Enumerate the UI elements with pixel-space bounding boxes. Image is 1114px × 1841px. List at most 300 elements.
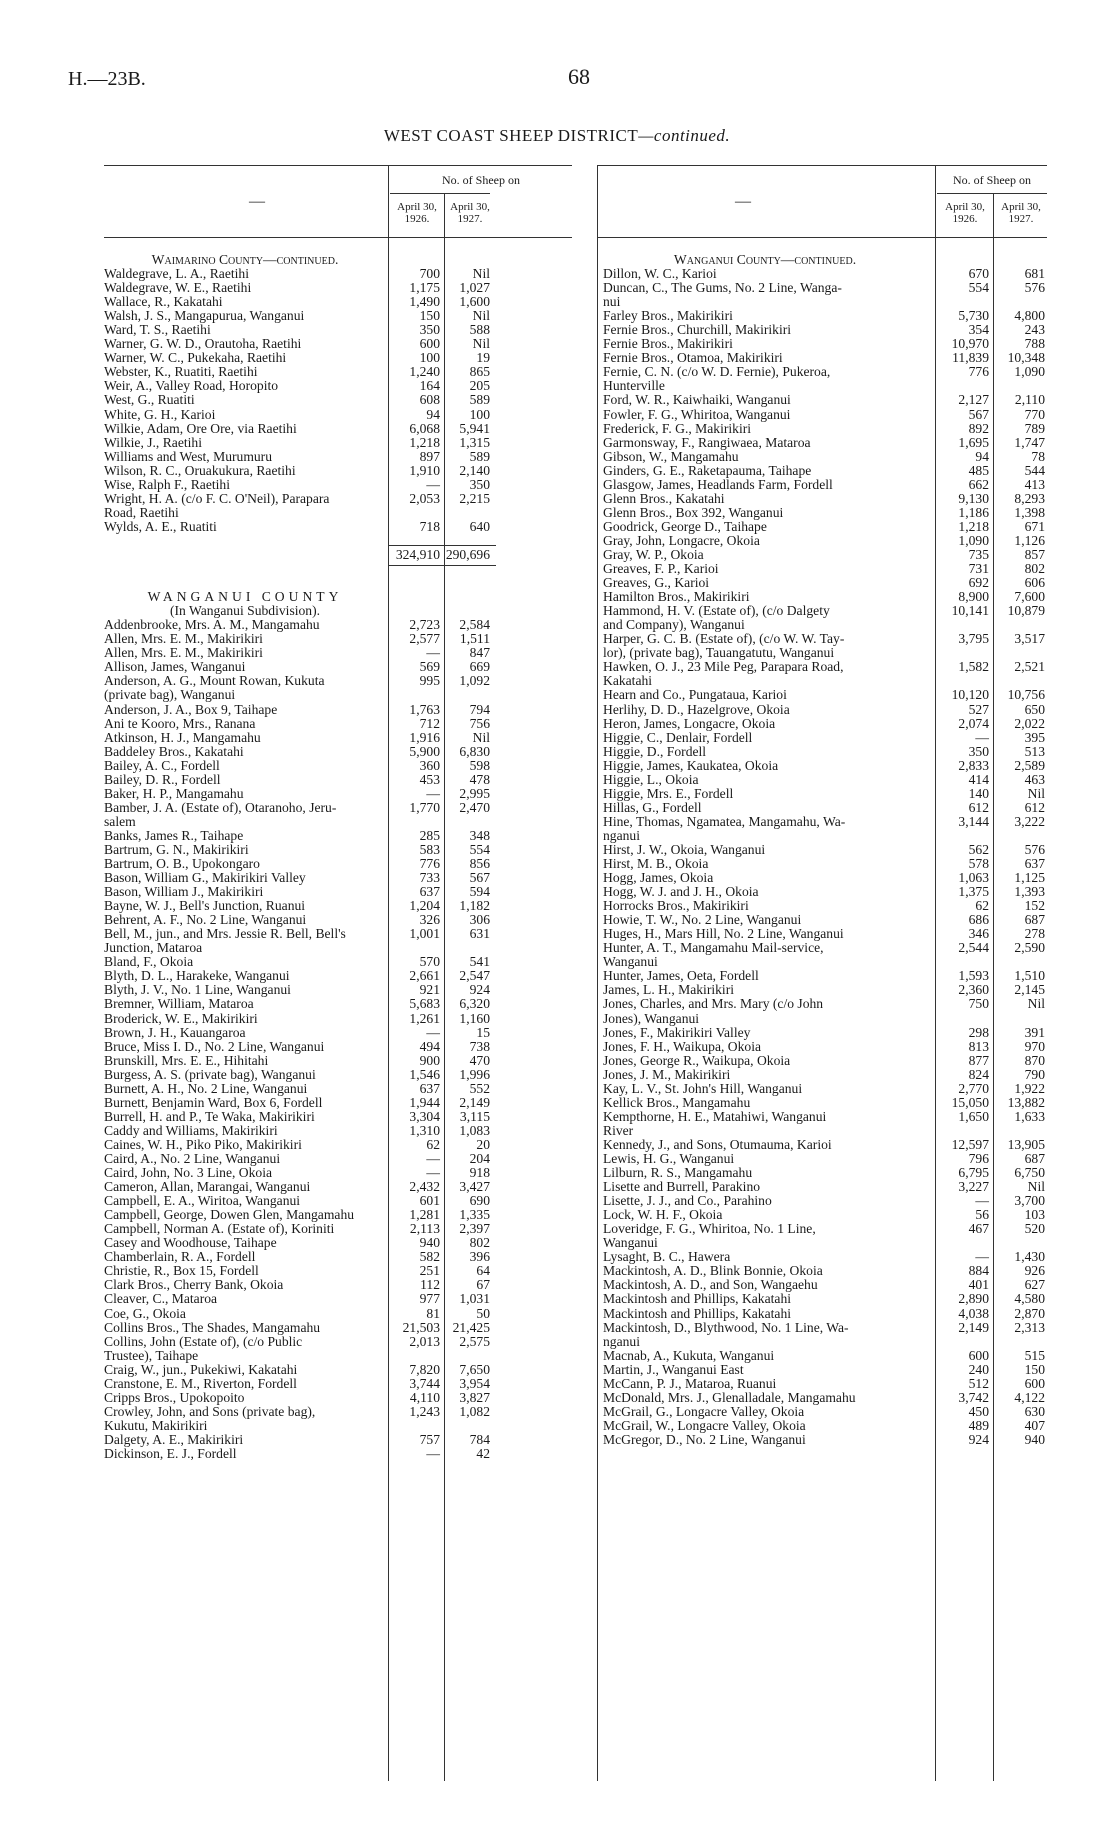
sheep-1926: 1,240	[409, 364, 440, 380]
sheep-1926: 813	[968, 1038, 989, 1054]
owner-name: Dalgety, A. E., Makirikiri	[104, 1432, 244, 1447]
table-row	[597, 1138, 1047, 1152]
sheep-1926: 450	[968, 1403, 989, 1419]
sheep-1926: 3,744	[409, 1375, 440, 1391]
owner-name: Webster, K., Ruatiti, Raetihi	[104, 365, 258, 380]
header-rule	[937, 193, 1047, 194]
sheep-1927: 2,313	[1014, 1319, 1045, 1335]
sheep-1927: 552	[469, 1080, 490, 1096]
page-title	[0, 126, 1114, 146]
owner-name: (private bag), Wanganui	[104, 688, 236, 703]
sheep-1927: 463	[1024, 771, 1045, 787]
table-row	[597, 548, 1047, 562]
table-row	[104, 379, 572, 393]
sheep-1926: 5,900	[409, 743, 440, 759]
sheep-1926: 601	[419, 1193, 440, 1209]
owner-name: Gibson, W., Mangamahu	[603, 449, 739, 464]
sheep-1926: 712	[419, 715, 440, 731]
owner-name: Caddy and Williams, Makirikiri	[104, 1123, 278, 1138]
table-row	[597, 885, 1047, 899]
sheep-1926: 877	[968, 1052, 989, 1068]
sheep-1926: 1,375	[958, 884, 989, 900]
sheep-1927: 1,398	[1014, 504, 1045, 520]
table-row	[597, 801, 1047, 815]
table-row	[104, 1335, 572, 1349]
sheep-1927: 2,149	[459, 1094, 490, 1110]
sheep-1926: 2,113	[409, 1221, 440, 1237]
sheep-1926: 995	[419, 673, 440, 689]
sheep-1926: 4,110	[409, 1389, 440, 1405]
sheep-1926: 1,944	[409, 1094, 440, 1110]
owner-name: Jones, F., Makirikiri Valley	[603, 1025, 751, 1040]
table-row	[104, 955, 572, 969]
sheep-1927: 1,511	[459, 631, 490, 647]
sheep-1926: 1,204	[409, 898, 440, 914]
sheep-1927: 1,082	[459, 1403, 490, 1419]
spacer-row	[104, 562, 572, 576]
table-row	[104, 871, 572, 885]
sheep-1927: 598	[469, 757, 490, 773]
sheep-1927: 1,393	[1014, 884, 1045, 900]
table-row	[104, 1391, 572, 1405]
owner-name: Hawken, O. J., 23 Mile Peg, Parapara Road,	[603, 660, 844, 675]
table-row	[104, 801, 572, 815]
owner-name: Wilson, R. C., Oruakukura, Raetihi	[104, 463, 296, 478]
sheep-1927: 3,115	[459, 1108, 490, 1124]
owner-name: Mackintosh and Phillips, Kakatahi	[603, 1306, 792, 1321]
sheep-1927: 2,870	[1014, 1305, 1045, 1321]
owner-name: Burrell, H. and P., Te Waka, Makirikiri	[104, 1109, 315, 1124]
sheep-1927: 243	[1024, 322, 1045, 338]
sheep-1926: 4,038	[958, 1305, 989, 1321]
sheep-1927: 1,125	[1014, 870, 1045, 886]
table-row	[597, 267, 1047, 281]
sheep-1927: Nil	[472, 729, 490, 745]
sheep-1926: 11,839	[952, 350, 989, 366]
owner-name: Crowley, John, and Sons (private bag),	[104, 1404, 316, 1419]
table-row	[597, 1166, 1047, 1180]
sheep-1926: 2,013	[409, 1333, 440, 1349]
owner-name: Burnett, A. H., No. 2 Line, Wanganui	[104, 1081, 308, 1096]
sheep-1926: 2,149	[958, 1319, 989, 1335]
sheep-1927: 1,031	[459, 1291, 490, 1307]
sheep-1927: 541	[469, 954, 490, 970]
owner-name: Dickinson, E. J., Fordell	[104, 1446, 237, 1461]
owner-name: Hearn and Co., Pungataua, Karioi	[603, 688, 787, 703]
sheep-1927: 554	[469, 841, 490, 857]
owner-name: Bason, William G., Makirikiri Valley	[104, 871, 306, 886]
sheep-1927: 637	[1024, 856, 1045, 872]
table-row	[104, 1096, 572, 1110]
sheep-1927: 847	[469, 645, 490, 661]
sheep-1927: 4,800	[1014, 308, 1045, 324]
owner-name: Wright, H. A. (c/o F. C. O'Neil), Parapara	[104, 491, 330, 506]
owner-name: Hamilton Bros., Makirikiri	[603, 590, 750, 605]
sheep-1927: 576	[1024, 280, 1045, 296]
table-row	[104, 927, 572, 941]
sheep-1926: 2,432	[409, 1179, 440, 1195]
sheep-1926: —	[975, 729, 989, 745]
table-row	[104, 1040, 572, 1054]
table-row	[597, 520, 1047, 534]
sheep-1926: 1,001	[409, 926, 440, 942]
sheep-1926: 900	[419, 1052, 440, 1068]
sheep-1926: 897	[419, 448, 440, 464]
owner-name: Bremner, William, Mataroa	[104, 997, 254, 1012]
table-row	[104, 913, 572, 927]
table-row	[104, 1222, 572, 1236]
sheep-1927: 3,827	[459, 1389, 490, 1405]
sheep-1926: 1,281	[409, 1207, 440, 1223]
owner-name: Macnab, A., Kukuta, Wanganui	[603, 1348, 775, 1363]
sheep-1927: 870	[1024, 1052, 1045, 1068]
owner-name: Christie, R., Box 15, Fordell	[104, 1264, 259, 1279]
sheep-1927: 627	[1024, 1277, 1045, 1293]
table-row	[597, 815, 1047, 829]
sheep-1927: 10,756	[1007, 687, 1045, 703]
sheep-1926: 9,130	[958, 490, 989, 506]
table-row	[597, 1236, 1047, 1250]
sheep-1927: 544	[1024, 462, 1045, 478]
sheep-1926: 718	[419, 518, 440, 534]
owner-name: Baker, H. P., Mangamahu	[104, 786, 244, 801]
sheep-1926: 360	[419, 757, 440, 773]
table-row	[597, 295, 1047, 309]
owner-name: Caird, John, No. 3 Line, Okoia	[104, 1166, 273, 1181]
owner-name: Hammond, H. V. (Estate of), (c/o Dalgety	[603, 604, 830, 619]
sheep-1926: 140	[968, 785, 989, 801]
sheep-1927: 413	[1024, 476, 1045, 492]
table-row	[597, 281, 1047, 295]
sheep-1926: 892	[968, 420, 989, 436]
sheep-1927: 348	[469, 827, 490, 843]
sheep-1926: 7,820	[409, 1361, 440, 1377]
sheep-1926: 776	[968, 364, 989, 380]
sheep-1927: 2,589	[1014, 757, 1045, 773]
sheep-1926: 1,175	[409, 280, 440, 296]
column-header-1927: April 30, 1927.	[450, 201, 490, 225]
sheep-1926: 1,910	[409, 462, 440, 478]
sheep-1926: 12,597	[951, 1136, 989, 1152]
table-row	[597, 955, 1047, 969]
sheep-1926: 6,068	[409, 420, 440, 436]
table-row	[597, 450, 1047, 464]
owner-name: Bland, F., Okoia	[104, 955, 194, 970]
table-row	[597, 646, 1047, 660]
table-row	[597, 1012, 1047, 1026]
sheep-1927: 770	[1024, 406, 1045, 422]
table-row	[597, 1054, 1047, 1068]
owner-name: lor), (private bag), Tauangatutu, Wanganui	[603, 646, 835, 661]
sheep-1926: 2,127	[958, 392, 989, 408]
sheep-1926: 56	[975, 1207, 989, 1223]
table-row	[104, 492, 572, 506]
sheep-1926: 1,763	[409, 701, 440, 717]
sheep-1927: 13,882	[1007, 1094, 1045, 1110]
sheep-1926: 3,742	[958, 1389, 989, 1405]
sheep-1927: 6,750	[1014, 1165, 1045, 1181]
table-row	[597, 1278, 1047, 1292]
sheep-1926: 1,218	[409, 434, 440, 450]
sheep-1927: 687	[1024, 912, 1045, 928]
sheep-1927: 2,397	[459, 1221, 490, 1237]
table-row	[597, 534, 1047, 548]
sheep-1927: 589	[469, 448, 490, 464]
sheep-1927: 1,600	[459, 294, 490, 310]
sheep-1926: 569	[419, 659, 440, 675]
owner-name: Brunskill, Mrs. E. E., Hihitahi	[104, 1053, 269, 1068]
sheep-1926: 1,261	[409, 1010, 440, 1026]
sheep-1926: 686	[968, 912, 989, 928]
sheep-1926: 3,144	[958, 813, 989, 829]
sheep-1927: 6,830	[459, 743, 490, 759]
sheep-1926: —	[426, 476, 440, 492]
sheep-1926: 1,650	[958, 1108, 989, 1124]
sheep-1926: 489	[968, 1417, 989, 1433]
sheep-1927: 669	[469, 659, 490, 675]
sheep-1927: 4,122	[1014, 1389, 1045, 1405]
table-row	[597, 1110, 1047, 1124]
table-row	[104, 1349, 572, 1363]
sheep-1926: 6,795	[958, 1165, 989, 1181]
sheep-1927: 3,222	[1014, 813, 1045, 829]
sheep-1926: 554	[968, 280, 989, 296]
sheep-1926: 562	[968, 841, 989, 857]
sheep-1926: 2,360	[958, 982, 989, 998]
sheep-1927: 1,083	[459, 1122, 490, 1138]
page-title-suffix: —continued.	[638, 126, 731, 145]
table-row	[597, 1335, 1047, 1349]
owner-name: Hunter, A. T., Mangamahu Mail-service,	[603, 941, 824, 956]
table-row	[104, 1208, 572, 1222]
owner-name: nganui	[603, 1334, 640, 1349]
sheep-1927: 2,995	[459, 785, 490, 801]
sheep-1926: 1,090	[958, 532, 989, 548]
owner-name: Caird, A., No. 2 Line, Wanganui	[104, 1152, 281, 1166]
owner-name: salem	[104, 814, 136, 829]
owner-name: Collins Bros., The Shades, Mangamahu	[104, 1320, 321, 1335]
table-row	[597, 323, 1047, 337]
sheep-1927: 589	[469, 392, 490, 408]
sheep-1926: 10,120	[951, 687, 989, 703]
sheep-1926: 2,833	[958, 757, 989, 773]
table-row	[104, 1264, 572, 1278]
sheep-1926: 251	[419, 1263, 440, 1279]
owner-name: Lock, W. H. F., Okoia	[603, 1208, 723, 1223]
sheep-1926: 1,490	[409, 294, 440, 310]
owner-name: Heron, James, Longacre, Okoia	[603, 716, 776, 731]
owner-name: McDonald, Mrs. J., Glenalladale, Mangamahu	[603, 1390, 856, 1405]
owner-name: Allison, James, Wanganui	[104, 660, 246, 675]
table-row	[597, 1180, 1047, 1194]
sheep-1926: 240	[968, 1361, 989, 1377]
section-heading	[104, 253, 572, 267]
sheep-1926: 824	[968, 1066, 989, 1082]
sheep-1926: 150	[419, 308, 440, 324]
table-row	[597, 408, 1047, 422]
sheep-1927: 2,584	[459, 617, 490, 633]
table-row	[597, 1222, 1047, 1236]
sheep-1927: 756	[469, 715, 490, 731]
sheep-1927: 5,941	[459, 420, 490, 436]
sheep-1927: Nil	[472, 336, 490, 352]
owner-name: Garmonsway, F., Rangiwaea, Mataroa	[603, 435, 811, 450]
heading-text: WANGANUI COUNTY	[147, 589, 343, 605]
sheep-1926: 600	[419, 336, 440, 352]
owner-name: Cameron, Allan, Marangai, Wanganui	[104, 1180, 311, 1195]
table-row	[104, 478, 572, 492]
sheep-1927: 802	[1024, 561, 1045, 577]
table-row	[104, 408, 572, 422]
sheep-1927: 10,879	[1007, 603, 1045, 619]
sheep-1927: 631	[469, 926, 490, 942]
table-row	[104, 731, 572, 745]
sheep-1927: 391	[1024, 1024, 1045, 1040]
sheep-1927: 640	[469, 518, 490, 534]
sheep-1926: 637	[419, 884, 440, 900]
table-row	[597, 899, 1047, 913]
sheep-1927: 630	[1024, 1403, 1045, 1419]
sheep-1927: 1,996	[459, 1066, 490, 1082]
table-row	[597, 1419, 1047, 1433]
owner-name: Atkinson, H. J., Mangamahu	[104, 730, 261, 745]
table-row	[597, 576, 1047, 590]
column-header-1926: April 30, 1926.	[397, 201, 437, 225]
owner-name: Collins, John (Estate of), (c/o Public	[104, 1334, 303, 1349]
table-row	[597, 787, 1047, 801]
sheep-1926: —	[426, 785, 440, 801]
sheep-1927: 671	[1024, 518, 1045, 534]
sheep-1927: 567	[469, 870, 490, 886]
table-row	[104, 899, 572, 913]
sheep-1927: 3,954	[459, 1375, 490, 1391]
sheep-1927: 2,022	[1014, 715, 1045, 731]
owner-name: Fowler, F. G., Whiritoa, Wanganui	[603, 407, 791, 422]
owner-name: Kempthorne, H. E., Matahiwi, Wanganui	[603, 1109, 827, 1124]
sheep-1926: 485	[968, 462, 989, 478]
sheep-1927: 13,905	[1007, 1136, 1045, 1152]
sheep-1926: 2,770	[958, 1080, 989, 1096]
sheep-1926: 453	[419, 771, 440, 787]
sheep-1926: 1,916	[409, 729, 440, 745]
table-row	[104, 351, 572, 365]
sheep-1926: 354	[968, 322, 989, 338]
sheep-1926: 692	[968, 575, 989, 591]
sheep-1927: 2,145	[1014, 982, 1045, 998]
sheep-1927: 790	[1024, 1066, 1045, 1082]
table-row	[597, 717, 1047, 731]
owner-name: Banks, James R., Taihape	[104, 828, 244, 843]
sheep-1926: —	[426, 645, 440, 661]
table-row	[597, 997, 1047, 1011]
owner-name: Greaves, F. P., Karioi	[603, 562, 719, 577]
sheep-1926: 527	[968, 701, 989, 717]
table-row	[597, 703, 1047, 717]
sheep-1927: Nil	[1027, 1179, 1045, 1195]
table-row	[597, 351, 1047, 365]
owner-name: Clark Bros., Cherry Bank, Okoia	[104, 1278, 284, 1293]
sheep-1927: 650	[1024, 701, 1045, 717]
table-row	[104, 450, 572, 464]
table-row	[104, 745, 572, 759]
table-row	[104, 1194, 572, 1208]
owner-name: Campbell, Norman A. (Estate of), Koriniti	[104, 1222, 335, 1237]
table-row	[104, 295, 572, 309]
owner-name: Fernie Bros., Otamoa, Makirikiri	[603, 351, 783, 366]
sheep-1926: 570	[419, 954, 440, 970]
table-row	[597, 1208, 1047, 1222]
sheep-1927: 576	[1024, 841, 1045, 857]
owner-name: Jones, F. H., Waikupa, Okoia	[603, 1039, 762, 1054]
sheep-1926: 494	[419, 1038, 440, 1054]
owner-name: Blyth, D. L., Harakeke, Wanganui	[104, 969, 290, 984]
owner-name: Herlihy, D. D., Hazelgrove, Okoia	[603, 702, 790, 717]
owner-name: Wanganui	[603, 1236, 658, 1251]
sheep-1926: 1,695	[958, 434, 989, 450]
table-row	[597, 1250, 1047, 1264]
owner-name: Walsh, J. S., Mangapurua, Wanganui	[104, 309, 305, 324]
sheep-1926: 670	[968, 266, 989, 282]
owner-name: Glasgow, James, Headlands Farm, Fordell	[603, 477, 833, 492]
table-row	[104, 717, 572, 731]
owner-name: River	[603, 1123, 634, 1138]
sheep-1927: 690	[469, 1193, 490, 1209]
sheep-1927: 3,517	[1014, 631, 1045, 647]
table-row	[104, 941, 572, 955]
sheep-1927: 152	[1024, 898, 1045, 914]
table-row	[104, 1363, 572, 1377]
table-row	[597, 983, 1047, 997]
sheep-1926: —	[426, 1024, 440, 1040]
table-row	[104, 1307, 572, 1321]
table-header	[104, 165, 572, 238]
owner-name: Ani te Kooro, Mrs., Ranana	[104, 716, 256, 731]
sheep-1926: 414	[968, 771, 989, 787]
sheep-1927: 2,521	[1014, 659, 1045, 675]
section-heading	[104, 590, 572, 604]
sheep-1927: 396	[469, 1249, 490, 1265]
sheep-1927: 515	[1024, 1347, 1045, 1363]
sheep-1927: 865	[469, 364, 490, 380]
owner-name: Campbell, E. A., Wiritoa, Wanganui	[104, 1194, 301, 1209]
owner-name: Bruce, Miss I. D., No. 2 Line, Wanganui	[104, 1039, 325, 1054]
owner-name: Addenbrooke, Mrs. A. M., Mangamahu	[104, 618, 320, 633]
sheep-1926: 750	[968, 996, 989, 1012]
table-row	[104, 1152, 572, 1166]
table-row	[597, 436, 1047, 450]
sheep-1926: 1,243	[409, 1403, 440, 1419]
sheep-1927: 520	[1024, 1221, 1045, 1237]
sheep-1927: 794	[469, 701, 490, 717]
sheep-1927: 478	[469, 771, 490, 787]
sheep-1926: 600	[968, 1347, 989, 1363]
table-row	[104, 815, 572, 829]
sheep-1926: 2,053	[409, 490, 440, 506]
owner-name: White, G. H., Karioi	[104, 407, 216, 422]
table-row	[104, 773, 572, 787]
sheep-1926: 735	[968, 546, 989, 562]
header-rule	[390, 193, 490, 194]
owner-name: Lisette, J. J., and Co., Parahino	[603, 1194, 772, 1209]
sheep-1926: 326	[419, 912, 440, 928]
owner-name: Huges, H., Mars Hill, No. 2 Line, Wanganui	[603, 927, 844, 942]
owner-name: Mackintosh, A. D., and Son, Wangaehu	[603, 1278, 818, 1293]
table-row	[104, 337, 572, 351]
sheep-1927: 789	[1024, 420, 1045, 436]
sheep-1927: 306	[469, 912, 490, 928]
table-row	[104, 422, 572, 436]
heading-text: (In Wanganui Subdivision).	[169, 603, 321, 619]
